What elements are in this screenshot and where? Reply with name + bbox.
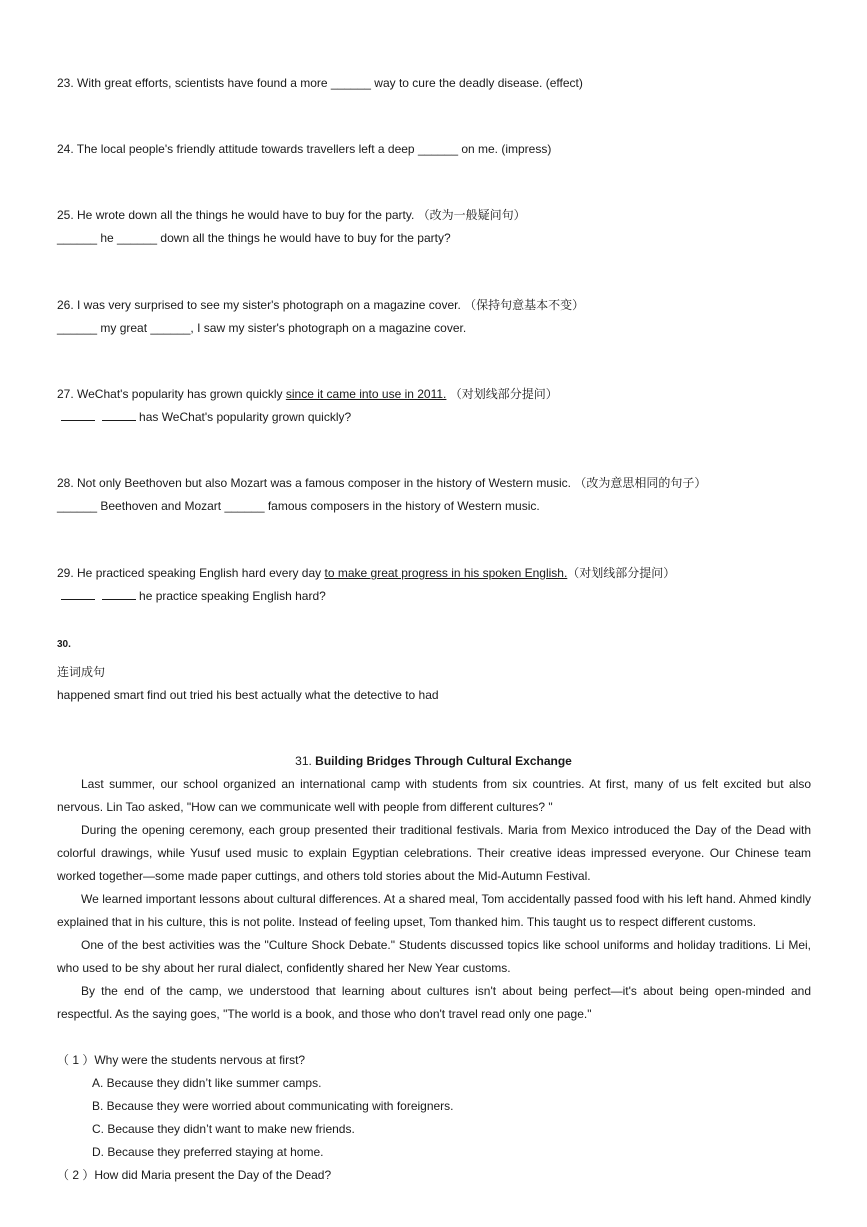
option-c[interactable]: C. Because they didn’t want to make new friends. xyxy=(92,1122,355,1136)
question-29 xyxy=(57,565,675,581)
answer-blank xyxy=(102,410,136,421)
option-a[interactable]: A. Because they didn’t like summer camps. xyxy=(92,1076,322,1090)
question-27-prefix: 27. WeChat's popularity has grown quickly xyxy=(57,387,286,401)
passage-body xyxy=(57,773,811,1026)
question-28-answer-line: ______ Beethoven and Mozart ______ famous composers in the history of Western music. xyxy=(57,499,540,513)
question-29-answer-tail: he practice speaking English hard? xyxy=(139,589,326,603)
question-23: 23. With great efforts, scientists have found a more ______ way to cure the deadly disease. (effect) xyxy=(57,76,583,90)
passage-paragraph: During the opening ceremony, each group presented their traditional festivals. Maria from Mexico introduced the Day of the Dead with colorful drawings, while Yusuf used music to explain Egyptian celebrations. Their creative ideas impressed everyone. Our Chinese team worked together—some made paper cuttings, and others told stories about the Mid-Autumn Festival. xyxy=(57,823,811,883)
passage-paragraph: One of the best activities was the "Culture Shock Debate." Students discussed topics like school uniforms and holiday traditions. Li Mei, who used to be shy about her rural dialect, confidently shared her New Year customs. xyxy=(57,938,811,975)
question-26: 26. I was very surprised to see my sister's photograph on a magazine cover. （保持句意基本不变） xyxy=(57,298,585,312)
question-30-words: happened smart find out tried his best actually what the detective to had xyxy=(57,688,439,702)
answer-blank xyxy=(102,589,136,600)
question-30-instruction: 连词成句 xyxy=(57,665,106,679)
question-29-underlined: to make great progress in his spoken English. xyxy=(324,566,568,580)
question-28: 28. Not only Beethoven but also Mozart was a famous composer in the history of Western music. （改为意思相同的句子） xyxy=(57,476,707,490)
question-26-answer-line: ______ my great ______, I saw my sister's photograph on a magazine cover. xyxy=(57,321,467,335)
question-27 xyxy=(57,386,558,402)
passage-title xyxy=(0,753,867,769)
question-25: 25. He wrote down all the things he would have to buy for the party. （改为一般疑问句） xyxy=(57,208,526,222)
question-25-answer-line: ______ he ______ down all the things he would have to buy for the party? xyxy=(57,231,451,245)
question-29-answer-line xyxy=(61,588,326,604)
passage-title-text: Building Bridges Through Cultural Exchange xyxy=(315,754,572,768)
passage-paragraph: By the end of the camp, we understood that learning about cultures isn't about being perfect—it's about being open-minded and respectful. As the saying goes, "The world is a book, and those who don't travel read only one page." xyxy=(57,984,811,1021)
question-30-number: 30. xyxy=(57,639,71,650)
option-d[interactable]: D. Because they preferred staying at home. xyxy=(92,1145,324,1159)
question-27-underlined: since it came into use in 2011. xyxy=(285,387,447,401)
passage-paragraph: Last summer, our school organized an international camp with students from six countries. At first, many of us felt excited but also nervous. Lin Tao asked, "How can we communicate well with people from different cultures? " xyxy=(57,777,811,814)
question-29-prefix: 29. He practiced speaking English hard every day xyxy=(57,566,325,580)
question-24: 24. The local people's friendly attitude towards travellers left a deep ______ on me. (impress) xyxy=(57,142,552,156)
option-b[interactable]: B. Because they were worried about communicating with foreigners. xyxy=(92,1099,454,1113)
sub-question-1: （ 1 ）Why were the students nervous at first? xyxy=(57,1053,306,1067)
passage-paragraph: We learned important lessons about cultural differences. At a shared meal, Tom accidentally passed food with his left hand. Ahmed kindly explained that in his culture, this is not polite. Instead of feeling upset, Tom thanked him. This taught us to respect different customs. xyxy=(57,892,811,929)
question-27-answer-tail: has WeChat's popularity grown quickly? xyxy=(139,410,352,424)
passage-number: 31. xyxy=(295,754,316,768)
question-29-instruction: （对划线部分提问） xyxy=(567,566,676,580)
question-27-answer-line xyxy=(61,409,351,425)
sub-question-2: （ 2 ）How did Maria present the Day of the Dead? xyxy=(57,1168,332,1182)
question-27-instruction: （对划线部分提问） xyxy=(446,387,558,401)
answer-blank xyxy=(61,410,95,421)
answer-blank xyxy=(61,589,95,600)
